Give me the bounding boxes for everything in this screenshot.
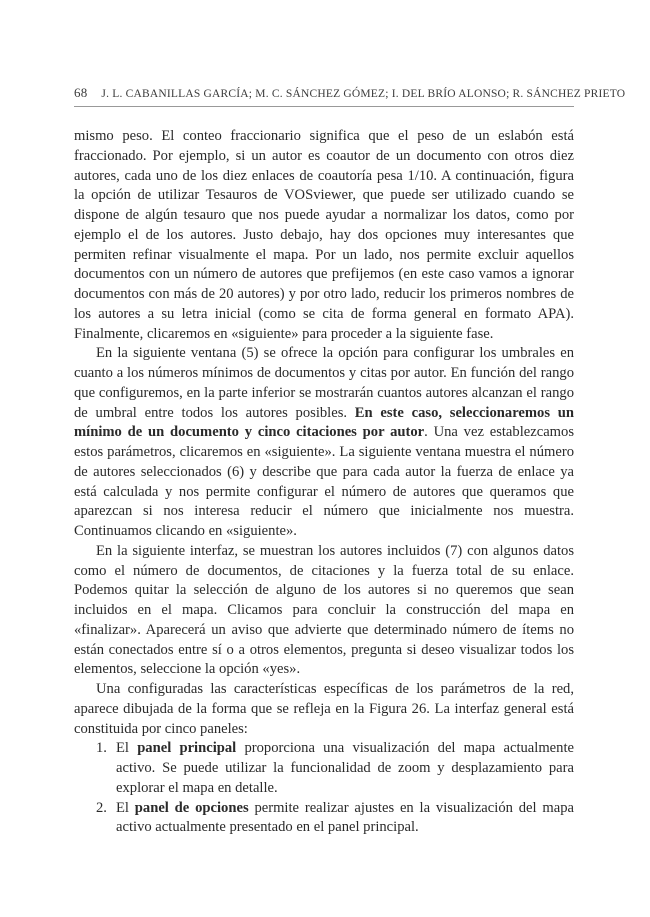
list-item-2-number: 2.: [96, 799, 107, 816]
panel-list: [74, 739, 574, 838]
list-item-2: [74, 799, 574, 839]
list-item-1-text-a: El: [116, 740, 138, 757]
list-item-1-text-b: proporciona una visualización del mapa actualmente activo. Se puede utilizar la funcionalidad de zoom y desplazamiento para explorar el mapa en detalle.: [116, 740, 574, 796]
paragraph-2-bold: En este caso, seleccionaremos un mínimo de un documento y cinco citaciones por autor: [74, 404, 574, 441]
list-item-2-text-a: El: [116, 799, 135, 816]
running-header: [74, 85, 626, 101]
list-item-1-number: 1.: [96, 740, 107, 757]
list-item-1-bold: panel principal: [137, 740, 237, 757]
paragraph-1: mismo peso. El conteo fraccionario significa que el peso de un eslabón está fraccionado. Por ejemplo, si un autor es coautor de un documento con otros diez autores, cada uno de los diez enlaces de coautoría pesa 1/10. A continuación, figura la opción de utilizar Tesauros de VOSviewer, que puede ser utilizado cuando se dispone de algún tesauro que nos puede ayudar a normalizar los datos, como por ejemplo el de los autores. Justo debajo, hay dos opciones muy interesantes que permiten refinar visualmente el mapa. Por un lado, nos permite excluir aquellos documentos con un número de autores que prefijemos (en este caso vamos a ignorar documentos con más de 20 autores) y por otro lado, reducir los primeros nombres de los autores a su letra inicial (como se cita de forma general en formato APA). Finalmente, clicaremos en «siguiente» para proceder a la siguiente fase.: [74, 128, 574, 342]
paragraph-2-text-a: En la siguiente ventana (5) se ofrece la opción para configurar los umbrales en cuanto a los números mínimos de documentos y citas por autor. En función del rango que configuremos, en la parte inferior se mostrarán cuantos autores alcanzan el rango de umbral entre todos los autores posibles.: [74, 345, 574, 421]
paragraph-2: [74, 344, 574, 542]
body-text: [74, 127, 574, 838]
page-number: 68: [74, 85, 88, 100]
list-item-1: [74, 739, 574, 798]
paragraph-4: Una configuradas las características específicas de los parámetros de la red, aparece dibujada de la forma que se refleja en la Figura 26. La interfaz general está constituida por cinco paneles:: [74, 681, 574, 737]
paragraph-2-text-b: . Una vez establezcamos estos parámetros, clicaremos en «siguiente». La siguiente ventana muestra el número de autores seleccionados (6) y describe que para cada autor la fuerza de enlace ya está calculada y nos permite configurar el número de autores que queramos que aparezcan si nos interesa reducir el número que inicialmente nos muestra. Continuamos clicando en «siguiente».: [74, 424, 575, 539]
header-rule: [74, 106, 574, 107]
list-item-2-text-b: permite realizar ajustes en la visualización del mapa activo actualmente presentado en el panel principal.: [116, 799, 574, 836]
paragraph-3: En la siguiente interfaz, se muestran los autores incluidos (7) con algunos datos como el número de documentos, de citaciones y la fuerza total de su enlace. Podemos quitar la selección de alguno de los autores si no queremos que sean incluidos en el mapa. Clicamos para concluir la construcción del mapa en «finalizar». Aparecerá un aviso que advierte que determinado número de ítems no están conectados entre sí o a otros elementos, pregunta si deseo visualizar todos los elementos, seleccione la opción «yes».: [74, 542, 574, 678]
list-item-2-bold: panel de opciones: [134, 799, 249, 816]
header-authors: J. L. CABANILLAS GARCÍA; M. C. SÁNCHEZ GÓMEZ; I. DEL BRÍO ALONSO; R. SÁNCHEZ PRIETO: [101, 88, 626, 100]
